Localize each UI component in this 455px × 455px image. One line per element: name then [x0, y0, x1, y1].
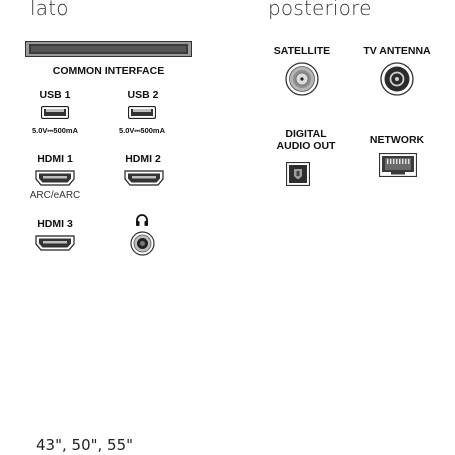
hdmi2-port-icon — [124, 170, 164, 186]
hdmi2-label: HDMI 2 — [125, 153, 161, 165]
usb2-power-spec: 5.0V⎓500mA — [118, 126, 165, 135]
usb1-power-spec: 5.0V⎓500mA — [31, 126, 78, 135]
ethernet-port-icon — [379, 153, 417, 177]
ci-slot-icon — [25, 41, 192, 57]
network-label: NETWORK — [369, 134, 425, 146]
tv-antenna-label: TV ANTENNA — [363, 45, 431, 57]
hdmi3-port-icon — [35, 235, 75, 251]
usb1-port-icon — [41, 106, 69, 119]
hdmi1-arc-note: ARC/eARC — [29, 190, 81, 201]
side-panel-heading: lato — [30, 0, 69, 20]
tv-antenna-connector-icon — [380, 62, 414, 96]
satellite-connector-icon — [285, 62, 319, 96]
hdmi3-label: HDMI 3 — [37, 218, 73, 230]
usb2-port-icon — [128, 106, 156, 119]
rear-panel-heading: posteriore — [268, 0, 372, 20]
common-interface-label: COMMON INTERFACE — [52, 65, 165, 77]
usb1-label: USB 1 — [39, 89, 71, 101]
digital-audio-label-line1: DIGITAL — [285, 128, 327, 140]
hdmi1-label: HDMI 1 — [37, 153, 73, 165]
digital-audio-label-line2: AUDIO OUT — [276, 140, 336, 152]
satellite-label: SATELLITE — [273, 45, 331, 57]
headphone-icon — [135, 213, 149, 227]
screen-sizes-text: 43", 50", 55" — [36, 436, 134, 454]
headphone-jack-icon — [130, 231, 155, 256]
usb2-label: USB 2 — [127, 89, 159, 101]
hdmi1-port-icon — [35, 170, 75, 186]
optical-audio-port-icon — [286, 162, 310, 186]
